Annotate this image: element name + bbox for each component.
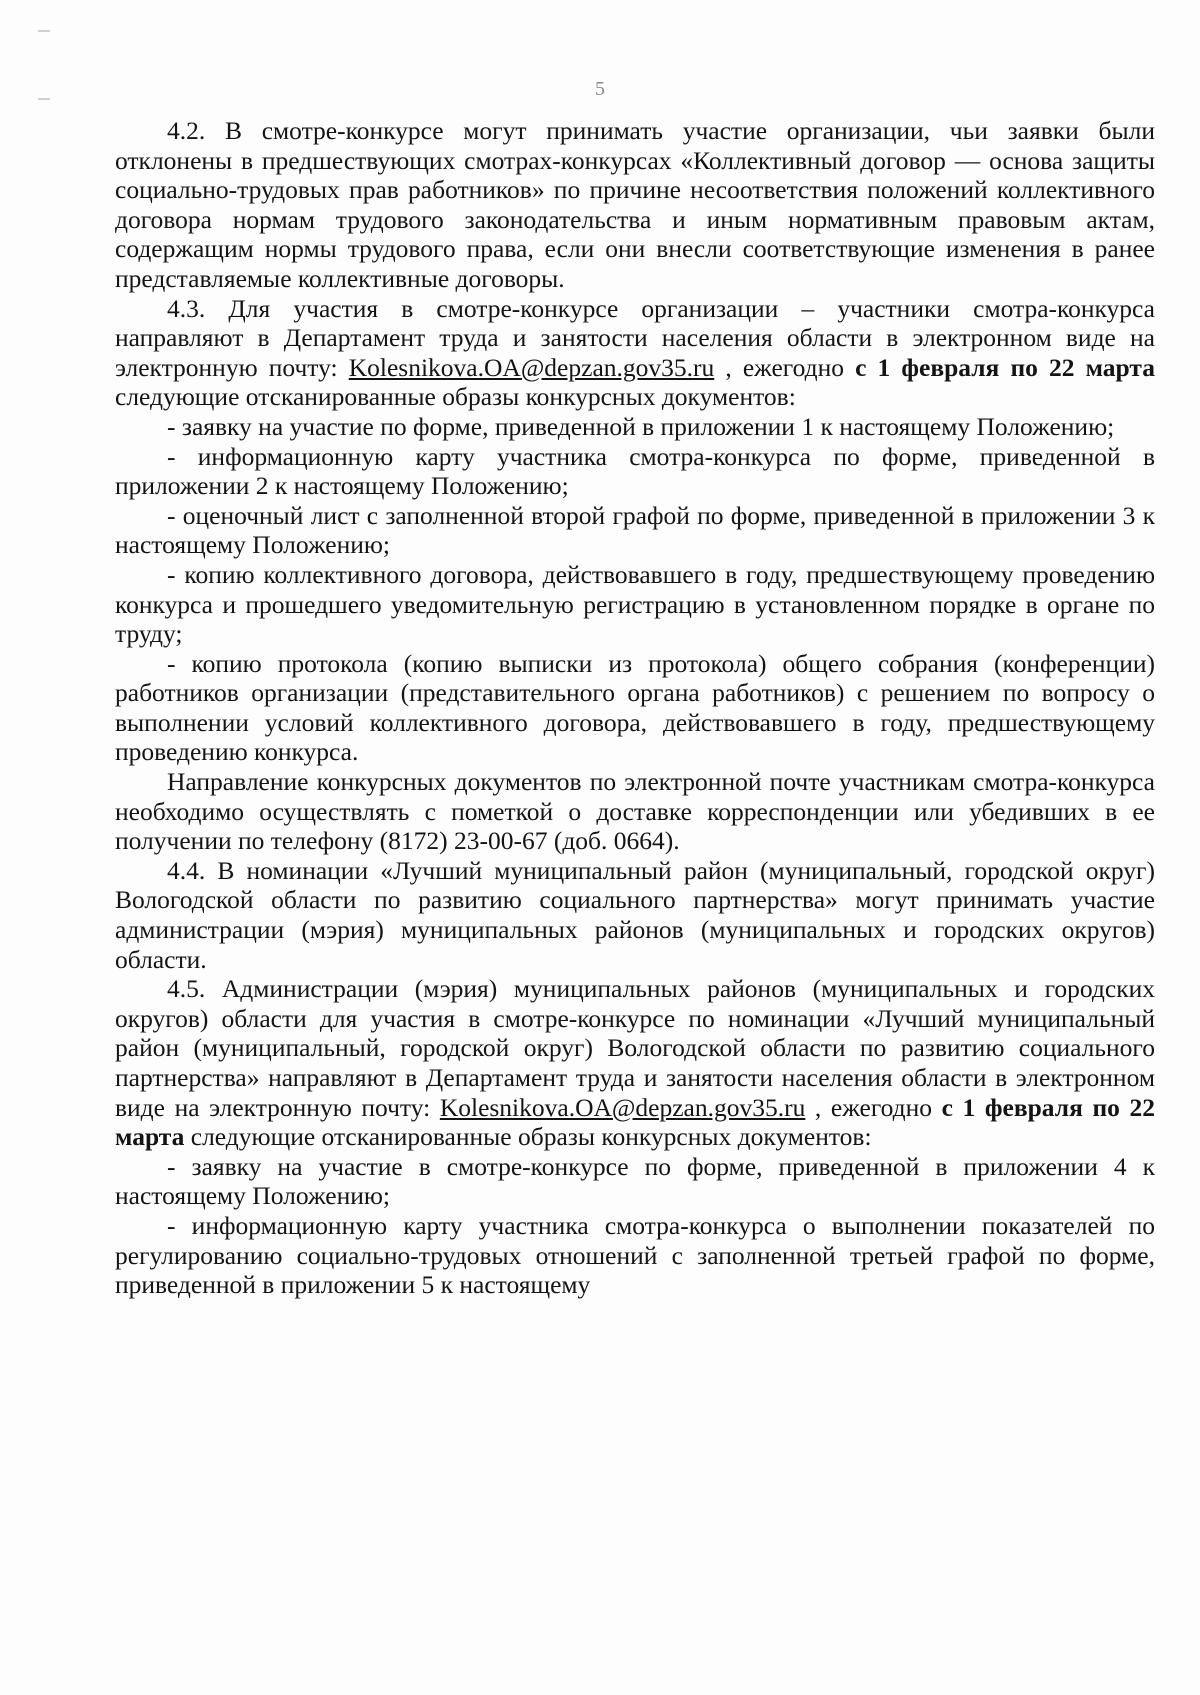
list-item: - заявку на участие в смотре-конкурсе по форме, приведенной в приложении 4 к настоящему Положению;: [115, 1151, 1155, 1211]
paragraph-text: 4.3. Для участия в смотре-конкурсе организации – участники смотра-конкурса направляют в Департамент труда и занятости населения области в электронном виде на электронную почту:: [115, 293, 1155, 382]
paragraph-submission-note: Направление конкурсных документов по электронной почте участникам смотра-конкурса необходимо осуществлять с пометкой о доставке корреспонденции или убедивших в ее получении по телефону (8172) 23-00-67 (доб. 0664).: [115, 767, 1155, 856]
paragraph-text: следующие отсканированные образы конкурсных документов:: [115, 382, 796, 412]
paragraph-4-2: 4.2. В смотре-конкурсе могут принимать участие организации, чьи заявки были отклонены в предшествующих смотрах-конкурсах «Коллективный договор — основа защиты социально-трудовых прав работников» по причине несоответствия положений коллективного договора нормам трудового законодательства и иным нормативным правовым актам, содержащим нормы трудового права, если они внесли соответствующие изменения в ранее представляемые коллективные договоры.: [115, 116, 1155, 293]
paragraph-4-5: [115, 974, 1155, 1152]
page-number: 5: [595, 78, 605, 100]
paragraph-text: следующие отсканированные образы конкурсных документов:: [184, 1122, 872, 1152]
list-item: - копию коллективного договора, действовавшего в году, предшествующему проведению конкурса и прошедшего уведомительную регистрацию в установленном порядке в органе по труду;: [115, 559, 1155, 649]
deadline-dates: с 1 февраля по 22 марта: [855, 352, 1155, 382]
list-item: - информационную карту участника смотра-конкурса о выполнении показателей по регулированию социально-трудовых отношений с заполненной третьей графой по форме, приведенной в приложении 5 к настоящему: [115, 1210, 1155, 1300]
document-body: [115, 116, 1155, 1300]
list-item: - оценочный лист с заполненной второй графой по форме, приведенной в приложении 3 к настоящему Положению;: [115, 500, 1155, 560]
list-item: - информационную карту участника смотра-конкурса по форме, приведенной в приложении 2 к настоящему Положению;: [115, 441, 1155, 501]
list-item: - заявку на участие по форме, приведенной в приложении 1 к настоящему Положению;: [167, 411, 1115, 441]
deadline-dates: с 1 февраля по 22 марта: [115, 1092, 1155, 1152]
list-item: - копию протокола (копию выписки из протокола) общего собрания (конференции) работников организации (представительного органа работников) с решением по вопросу о выполнении условий коллективного договора, действовавшего в году, предшествующему проведению конкурса.: [115, 648, 1155, 767]
email-link[interactable]: Kolesnikova.OA@depzan.gov35.ru: [348, 352, 715, 382]
paragraph-text: , ежегодно: [805, 1092, 942, 1122]
paragraph-text: , ежегодно: [714, 352, 856, 382]
paragraph-text: 4.5. Администрации (мэрия) муниципальных районов (муниципальных и городских округов) области для участия в смотре-конкурсе по номинации «Лучший муниципальный район (муниципальный, городской округ) Вологодской области по развитию социального партнерства» направляют в Департамент труда и занятости населения области в электронном виде на электронную почту:: [115, 974, 1155, 1122]
paragraph-4-4: 4.4. В номинации «Лучший муниципальный район (муниципальный, городской округ) Вологодской области по развитию социального партнерства» могут принимать участие администрации (мэрия) муниципальных районов (муниципальных и городских округов) области.: [115, 855, 1155, 974]
email-link[interactable]: Kolesnikova.OA@depzan.gov35.ru: [439, 1092, 806, 1122]
scan-margin-mark: [38, 30, 50, 32]
paragraph-4-3: [115, 294, 1155, 412]
